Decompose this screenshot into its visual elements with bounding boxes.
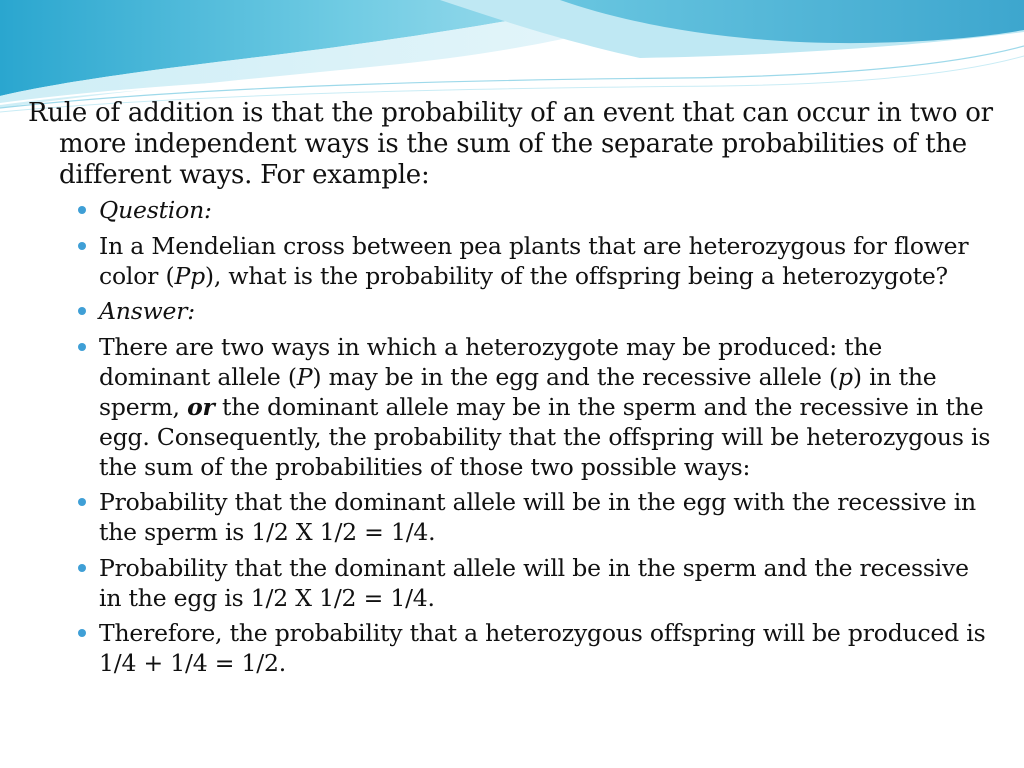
bullet-dot-icon	[78, 498, 86, 506]
allele-dominant: P	[296, 362, 313, 391]
bullet-question-text: In a Mendelian cross between pea plants that are heterozygous for flower color (Pp), what is the probability of the offspring being a heterozygote?	[99, 231, 998, 291]
bullet-dot-icon	[78, 564, 86, 572]
bullet-dot-icon	[78, 242, 86, 250]
bullet-dot-icon	[78, 629, 86, 637]
bullet-answer-label: Answer:	[99, 296, 998, 326]
bullet-question-label: Question:	[99, 195, 998, 225]
or-emphasis: or	[187, 392, 215, 421]
bullet-conclusion: Therefore, the probability that a heterozygous offspring will be produced is 1/4 + 1/4 = 1/2.	[99, 618, 998, 678]
bullet-probability-egg: Probability that the dominant allele will be in the egg with the recessive in the sperm is 1/2 X 1/2 = 1/4.	[99, 487, 998, 547]
allele-recessive: p	[838, 362, 853, 391]
bullet-explanation: There are two ways in which a heterozygote may be produced: the dominant allele (P) may be in the egg and the recessive allele (p) in the sperm, or the dominant allele may be in the sperm and the recessive in the egg. Consequently, the probability that the offspring will be heterozygous is the sum of the probabilities of those two possible ways:	[99, 332, 998, 482]
intro-paragraph: Rule of addition is that the probability of an event that can occur in two or more independent ways is the sum of the separate probabilities of the different ways. For example:	[28, 98, 993, 190]
bullet-dot-icon	[78, 343, 86, 351]
bullet-dot-icon	[78, 307, 86, 315]
bullet-probability-sperm: Probability that the dominant allele will be in the sperm and the recessive in the egg is 1/2 X 1/2 = 1/4.	[99, 553, 998, 613]
bullet-dot-icon	[78, 206, 86, 214]
bullet-list	[28, 195, 998, 678]
slide-content	[28, 98, 998, 684]
genotype-pp: Pp	[174, 261, 205, 290]
